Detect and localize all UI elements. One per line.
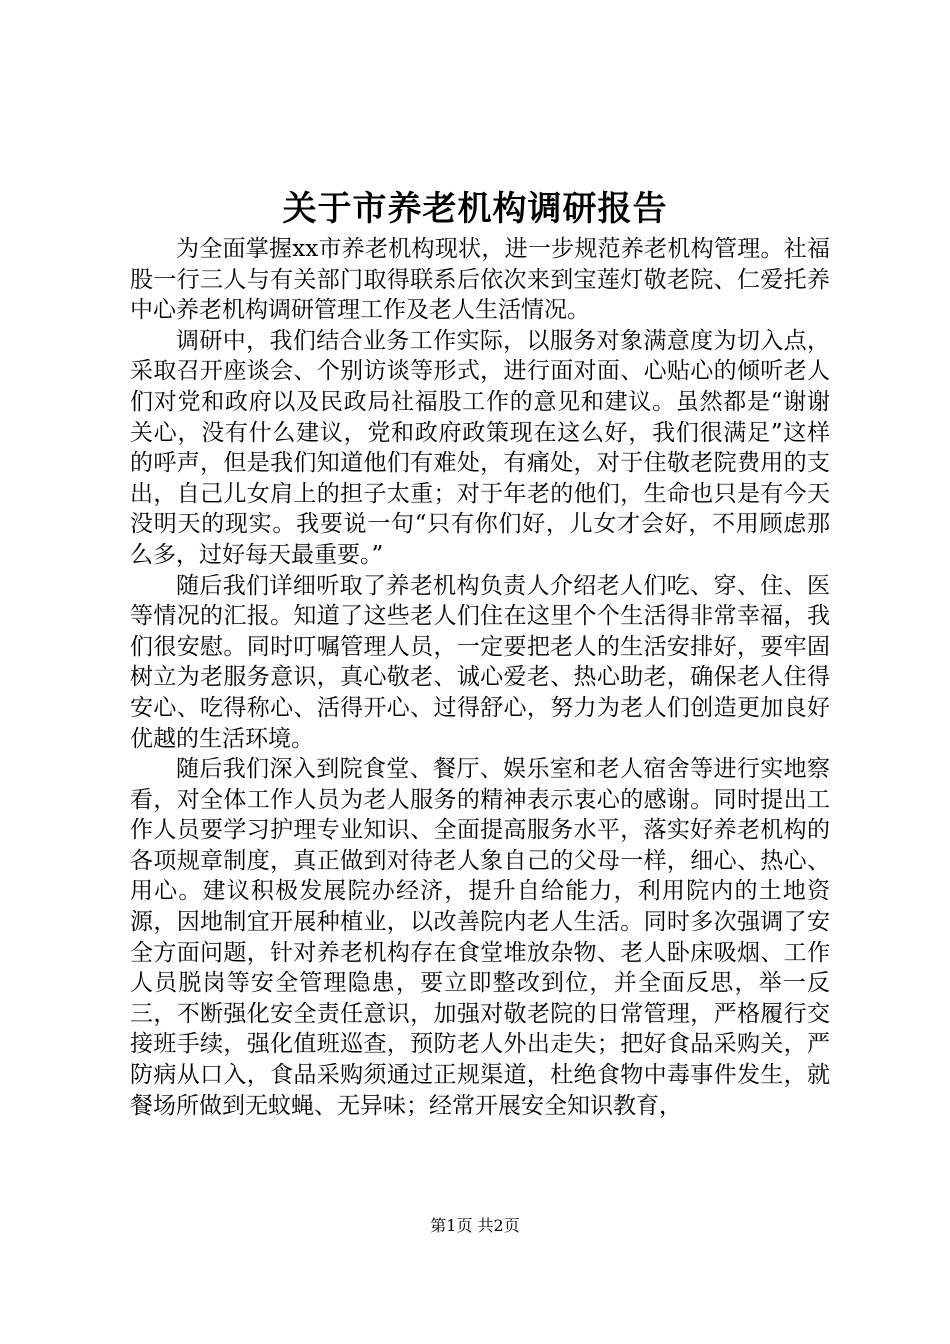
- document-title: 关于市养老机构调研报告: [282, 189, 668, 229]
- page-footer: [0, 1215, 950, 1237]
- page-number: 第1页: [430, 1216, 473, 1235]
- document-body: [130, 234, 830, 1121]
- paragraph-4: 随后我们深入到院食堂、餐厅、娱乐室和老人宿舍等进行实地察看，对全体工作人员为老人服务的精神表示衷心的感谢。同时提出工作人员要学习护理专业知识、全面提高服务水平，落实好养老机构的各项规章制度，真正做到对待老人象自己的父母一样，细心、热心、用心。建议积极发展院办经济，提升自给能力，利用院内的土地资源，因地制宜开展种植业，以改善院内老人生活。同时多次强调了安全方面问题，针对养老机构存在食堂堆放杂物、老人卧床吸烟、工作人员脱岗等安全管理隐患，要立即整改到位，并全面反思，举一反三，不断强化安全责任意识，加强对敬老院的日常管理，严格履行交接班手续，强化值班巡查，预防老人外出走失；把好食品采购关，严防病从口入，食品采购须通过正规渠道，杜绝食物中毒事件发生，就餐场所做到无蚊蝇、无异味；经常开展安全知识教育，: [130, 756, 830, 1119]
- paragraph-2: 调研中，我们结合业务工作实际，以服务对象满意度为切入点，采取召开座谈会、个别访谈等形式，进行面对面、心贴心的倾听老人们对党和政府以及民政局社福股工作的意见和建议。虽然都是“谢谢关心，没有什么建议，党和政府政策现在这么好，我们很满足”这样的呼声，但是我们知道他们有难处，有痛处，对于住敬老院费用的支出，自己儿女肩上的担子太重；对于年老的他们，生命也只是有今天没明天的现实。我要说一句“只有你们好，儿女才会好，不用顾虑那么多，过好每天最重要。”: [130, 327, 830, 568]
- paragraph-3: 随后我们详细听取了养老机构负责人介绍老人们吃、穿、住、医等情况的汇报。知道了这些老人们住在这里个个生活得非常幸福，我们很安慰。同时叮嘱管理人员，一定要把老人的生活安排好，要牢固树立为老服务意识，真心敬老、诚心爱老、热心助老，确保老人住得安心、吃得称心、活得开心、过得舒心，努力为老人们创造更加良好优越的生活环境。: [130, 572, 830, 752]
- page-total: 共2页: [477, 1216, 520, 1235]
- paragraph-1: 为全面掌握xx市养老机构现状，进一步规范养老机构管理。社福股一行三人与有关部门取得联系后依次来到宝莲灯敬老院、仁爱托养中心养老机构调研管理工作及老人生活情况。: [130, 236, 830, 324]
